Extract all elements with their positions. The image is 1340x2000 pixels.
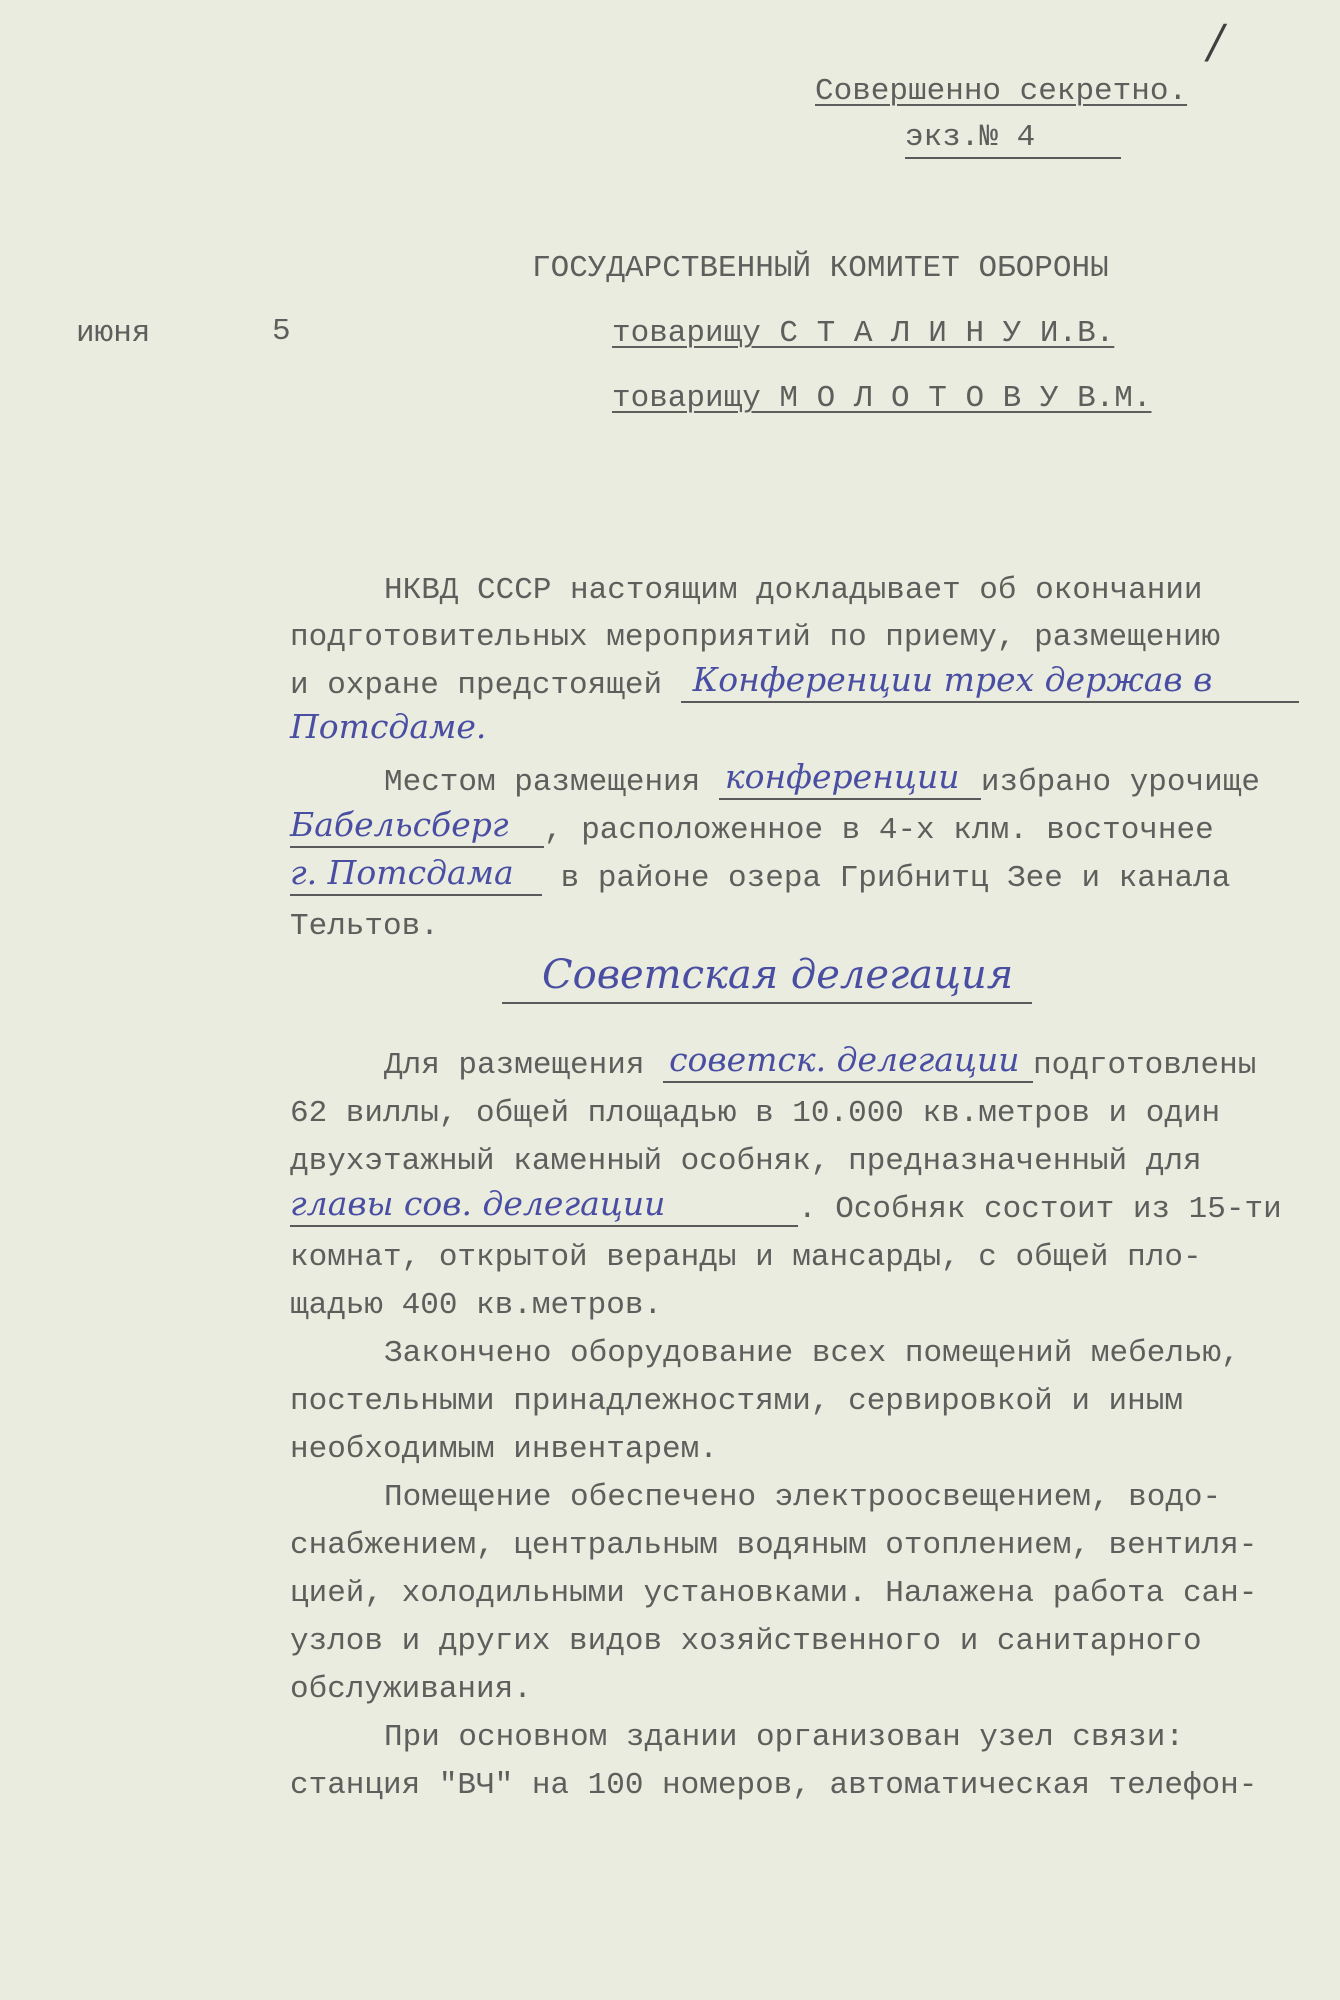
text-line bbox=[384, 1467, 1340, 1515]
text-run: Местом размещения bbox=[384, 765, 701, 800]
handwritten-text: главы сов. делегации bbox=[290, 1184, 666, 1223]
handwritten-field bbox=[290, 854, 542, 896]
text-run: двухэтажный каменный особняк, предназначенный для bbox=[290, 1144, 1202, 1179]
text-run: обслуживания. bbox=[290, 1672, 532, 1707]
text-run: Помещение обеспечено электроосвещением, водо- bbox=[384, 1480, 1222, 1515]
handwritten-text: Потсдаме. bbox=[290, 707, 487, 746]
text-line bbox=[290, 655, 1320, 703]
text-line bbox=[384, 752, 1340, 800]
text-run: 62 виллы, общей площадью в 10.000 кв.метров и один bbox=[290, 1096, 1221, 1131]
text-run: необходимым инвентарем. bbox=[290, 1432, 718, 1467]
text-run: щадью 400 кв.метров. bbox=[290, 1288, 663, 1323]
text-line bbox=[290, 1131, 1320, 1179]
text-run: . Особняк состоит из 15-ти bbox=[798, 1192, 1282, 1227]
committee-heading: ГОСУДАРСТВЕННЫЙ КОМИТЕТ ОБОРОНЫ bbox=[532, 251, 1109, 286]
recipient-molotov: товарищу М О Л О Т О В У В.М. bbox=[612, 381, 1152, 416]
text-run: НКВД СССР настоящим докладывает об окончании bbox=[384, 573, 1203, 608]
handwritten-text: г. Потсдама bbox=[290, 853, 514, 892]
date-day: 5 bbox=[272, 314, 291, 349]
text-run: постельными принадлежностями, сервировкой и иным bbox=[290, 1384, 1183, 1419]
text-line bbox=[290, 1179, 1320, 1227]
text-line bbox=[384, 1323, 1340, 1371]
handwritten-text: Конференции трех держав в bbox=[692, 660, 1213, 699]
date-month: июня bbox=[76, 316, 151, 351]
text-run: Закончено оборудование всех помещений мебелью, bbox=[384, 1336, 1240, 1371]
text-line bbox=[290, 1083, 1320, 1131]
handwritten-text: советск. делегации bbox=[669, 1040, 1020, 1079]
text-line bbox=[290, 1515, 1320, 1563]
handwritten-field bbox=[719, 758, 981, 800]
text-run: комнат, открытой веранды и мансарды, с общей пло- bbox=[290, 1240, 1202, 1275]
text-run: в районе озера Грибнитц Зее и канала bbox=[560, 861, 1231, 896]
text-line bbox=[384, 1035, 1340, 1083]
text-line bbox=[384, 560, 1340, 608]
text-run: При основном здании организован узел связи: bbox=[384, 1720, 1184, 1755]
handwritten-field bbox=[290, 1185, 798, 1227]
handwritten-field bbox=[290, 708, 520, 748]
text-run: и охране предстоящей bbox=[290, 668, 663, 703]
text-line bbox=[290, 1227, 1320, 1275]
text-line bbox=[290, 800, 1320, 848]
recipient-stalin: товарищу С Т А Л И Н У И.В. bbox=[612, 316, 1115, 351]
text-run: цией, холодильными установками. Налажена работа сан- bbox=[290, 1576, 1258, 1611]
text-line bbox=[290, 1611, 1320, 1659]
text-line bbox=[290, 1563, 1320, 1611]
text-line bbox=[290, 607, 1320, 655]
text-line bbox=[290, 1659, 1320, 1707]
section-heading bbox=[502, 944, 1032, 1004]
text-line bbox=[384, 1707, 1340, 1755]
handwritten-field bbox=[681, 661, 1299, 703]
handwritten-text: конференции bbox=[724, 757, 960, 796]
text-line bbox=[290, 848, 1320, 896]
handwritten-field bbox=[663, 1041, 1033, 1083]
copy-number-text: экз.№ 4 bbox=[905, 120, 1036, 155]
classification-stamp: Совершенно секретно. bbox=[815, 74, 1188, 109]
page-number-mark: / bbox=[1208, 14, 1224, 68]
text-run: узлов и других видов хозяйственного и санитарного bbox=[290, 1624, 1202, 1659]
text-line bbox=[290, 1755, 1320, 1803]
text-line bbox=[290, 896, 1320, 944]
copy-number bbox=[905, 122, 1121, 159]
text-run: избрано урочище bbox=[980, 765, 1260, 800]
text-line bbox=[290, 1371, 1320, 1419]
text-run: Тельтов. bbox=[290, 909, 439, 944]
text-run: снабжением, центральным водяным отоплением, вентиля- bbox=[290, 1528, 1258, 1563]
text-run: , расположенное в 4-х клм. восточнее bbox=[544, 813, 1214, 848]
text-line bbox=[290, 1419, 1320, 1467]
handwritten-field bbox=[290, 806, 544, 848]
text-line bbox=[290, 1275, 1320, 1323]
text-line bbox=[290, 700, 1320, 748]
text-run: Для размещения bbox=[384, 1048, 645, 1083]
text-run: станция "ВЧ" на 100 номеров, автоматическая телефон- bbox=[290, 1768, 1258, 1803]
handwritten-text: Бабельсберг bbox=[290, 805, 509, 844]
text-run: подготовлены bbox=[1033, 1048, 1257, 1083]
text-run: подготовительных мероприятий по приему, размещению bbox=[290, 620, 1221, 655]
section-heading-text: Советская делегация bbox=[542, 952, 1014, 998]
